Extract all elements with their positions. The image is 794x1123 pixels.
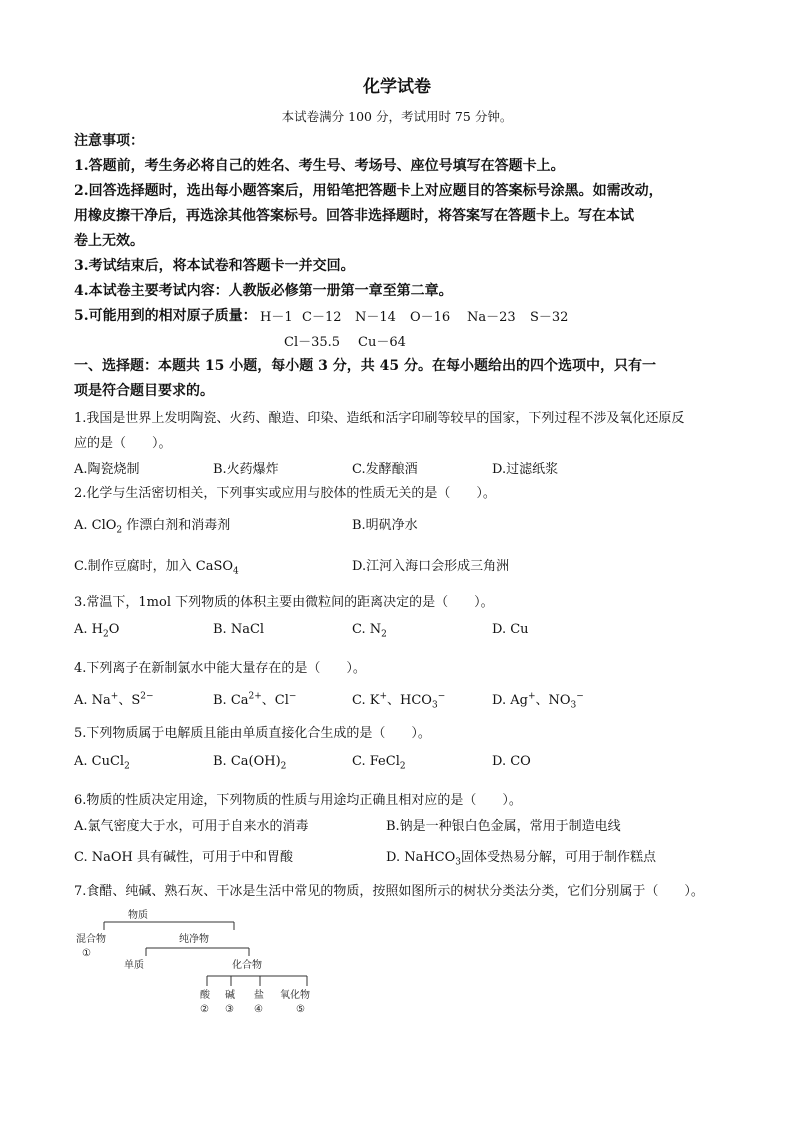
tree-node-acid: 酸 (200, 990, 210, 1001)
notice-item-5: 5.可能用到的相对原子质量： (74, 308, 257, 324)
q6-option-b: B.钠是一种银白色金属，常用于制造电线 (386, 819, 621, 834)
section-heading: 一、选择题：本题共 15 小题，每小题 3 分，共 45 分。在每小题给出的四个选项中，只有一 (74, 358, 656, 374)
q2-option-a: A. ClO$_2$ 作漂白剂和消毒剂 (74, 518, 231, 536)
notice-item: 4.本试卷主要考试内容：人教版必修第一册第一章至第二章。 (74, 283, 453, 299)
q3-option-b: B. NaCl (213, 622, 265, 637)
atomic-mass: H－1 (260, 310, 293, 325)
section-heading-cont: 项是符合题目要求的。 (74, 383, 214, 399)
atomic-mass: N－14 (355, 310, 396, 325)
notice-item: 用橡皮擦干净后，再选涂其他答案标号。回答非选择题时，将答案写在答题卡上。写在本试 (74, 208, 634, 224)
q3-option-c: C. $N_2$ (352, 622, 387, 640)
tree-node-salt: 盐 (254, 990, 264, 1001)
question-1-stem-cont: 应的是（ ）。 (74, 436, 172, 451)
notice-item: 卷上无效。 (74, 233, 144, 249)
atomic-mass: Na－23 (467, 310, 516, 325)
q1-option-b: B.火药爆炸 (213, 462, 279, 477)
q4-option-d: D. Ag+、$NO_3^-$ (492, 691, 584, 711)
q5-option-a: A. CuCl$_2$ (74, 754, 130, 772)
tree-node-oxide: 氧化物 (280, 990, 310, 1001)
tree-label-5: ⑤ (296, 1004, 305, 1015)
notice-item: 2.回答选择题时，选出每小题答案后，用铅笔把答题卡上对应题目的答案标号涂黑。如需改动， (74, 183, 663, 199)
q2-option-d: D.江河入海口会形成三角洲 (352, 559, 510, 574)
question-5-stem: 5.下列物质属于电解质且能由单质直接化合生成的是（ ）。 (74, 726, 431, 741)
tree-label-4: ④ (254, 1004, 263, 1015)
tree-node-root: 物质 (128, 910, 148, 921)
atomic-mass: O－16 (410, 310, 451, 325)
tree-node-element: 单质 (124, 960, 144, 971)
tree-node-pure: 纯净物 (179, 934, 209, 945)
tree-label-2: ② (200, 1004, 209, 1015)
tree-label-1: ① (82, 948, 91, 959)
classification-tree-diagram (74, 904, 334, 1024)
q3-option-d: D. Cu (492, 622, 529, 637)
question-4-stem: 4.下列离子在新制氯水中能大量存在的是（ ）。 (74, 661, 366, 676)
question-3-stem: 3.常温下，1mol 下列物质的体积主要由微粒间的距离决定的是（ ）。 (74, 595, 494, 610)
tree-node-base: 碱 (225, 990, 235, 1001)
q4-option-b: B. $Ca^{2+}$、Cl− (213, 691, 297, 708)
atomic-mass: S－32 (530, 310, 569, 325)
q6-option-a: A.氯气密度大于水，可用于自来水的消毒 (74, 819, 309, 834)
q2-option-c: C.制作豆腐时，加入 CaSO$_4$ (74, 559, 239, 577)
q5-option-d: D. CO (492, 754, 531, 769)
tree-label-3: ③ (225, 1004, 234, 1015)
q6-option-c: C. NaOH 具有碱性，可用于中和胃酸 (74, 850, 294, 865)
q1-option-d: D.过滤纸浆 (492, 462, 559, 477)
exam-info: 本试卷满分 100 分，考试用时 75 分钟。 (281, 109, 513, 124)
q5-option-b: B. $Ca(OH)_2$ (213, 754, 287, 772)
atomic-mass: Cl－35.5 (284, 335, 341, 350)
notice-item: 3.考试结束后，将本试卷和答题卡一并交回。 (74, 258, 355, 274)
notice-item: 1.答题前，考生务必将自己的姓名、考生号、考场号、座位号填写在答题卡上。 (74, 158, 565, 174)
q4-option-c: C. K+、$HCO_3^-$ (352, 691, 446, 711)
question-2-stem: 2.化学与生活密切相关，下列事实或应用与胶体的性质无关的是（ ）。 (74, 486, 496, 501)
q6-option-d: D. NaHCO$_3$固体受热易分解，可用于制作糕点 (386, 850, 657, 868)
q2-option-b: B.明矾净水 (352, 518, 418, 533)
tree-node-compound: 化合物 (232, 960, 262, 971)
question-7-stem: 7.食醋、纯碱、熟石灰、干冰是生活中常见的物质，按照如图所示的树状分类法分类，它们分别属于（ ）。 (74, 884, 704, 899)
q1-option-c: C.发酵酿酒 (352, 462, 418, 477)
q4-option-a: A. Na+、$S^{2-}$ (74, 691, 154, 708)
atomic-mass: C－12 (302, 310, 342, 325)
question-6-stem: 6.物质的性质决定用途，下列物质的性质与用途均正确且相对应的是（ ）。 (74, 793, 522, 808)
question-1-stem: 1.我国是世界上发明陶瓷、火药、酿造、印染、造纸和活字印刷等较早的国家，下列过程不涉及氧化还原反 (74, 411, 685, 426)
tree-node-mixture: 混合物 (76, 934, 106, 945)
q3-option-a: A. $H_2O$ (74, 622, 120, 640)
notice-heading: 注意事项： (74, 133, 144, 149)
q1-option-a: A.陶瓷烧制 (74, 462, 140, 477)
q5-option-c: C. FeCl$_2$ (352, 754, 406, 772)
atomic-mass: Cu－64 (358, 335, 406, 350)
page-title: 化学试卷 (363, 77, 431, 97)
